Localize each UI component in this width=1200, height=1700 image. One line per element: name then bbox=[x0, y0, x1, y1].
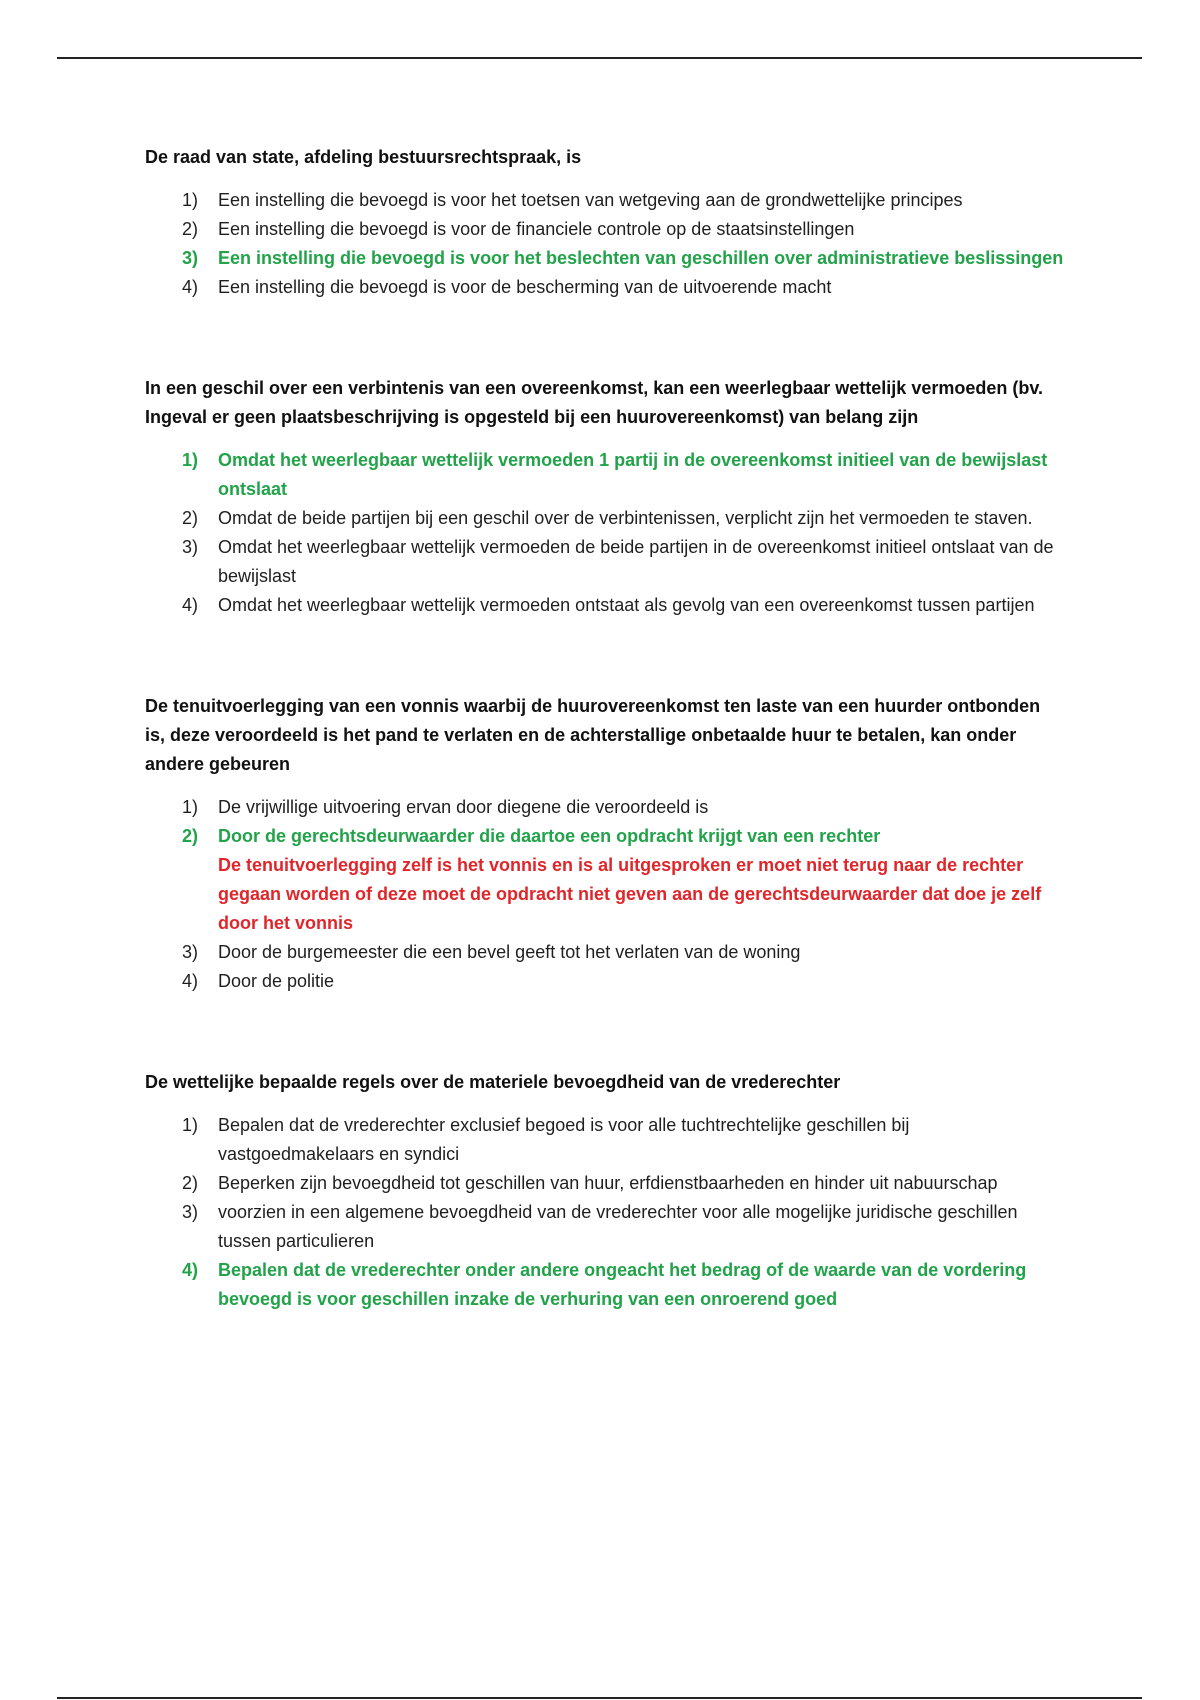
answer-number: 1) bbox=[182, 1115, 199, 1135]
answer-number: 3) bbox=[182, 248, 199, 268]
question-3-answer-4 bbox=[145, 967, 1065, 996]
question-1 bbox=[145, 143, 1065, 302]
answer-text: Omdat de beide partijen bij een geschil over de verbintenissen, verplicht zijn het vermoeden te staven. bbox=[218, 508, 1033, 528]
answer-number: 4) bbox=[182, 595, 199, 615]
question-1-answer-2 bbox=[145, 215, 1065, 244]
answer-text: Omdat het weerlegbaar wettelijk vermoeden de beide partijen in de overeenkomst initieel ontslaat van de bewijslast bbox=[218, 537, 1054, 586]
question-1-answer-3-correct bbox=[145, 244, 1065, 273]
question-4-answer-3 bbox=[145, 1198, 1065, 1256]
question-4-answer-1 bbox=[145, 1111, 1065, 1169]
bottom-rule bbox=[57, 1697, 1142, 1699]
question-1-text: De raad van state, afdeling bestuursrechtspraak, is bbox=[145, 147, 582, 167]
answer-text: De vrijwillige uitvoering ervan door diegene die veroordeeld is bbox=[218, 797, 709, 817]
answer-number: 2) bbox=[182, 826, 199, 846]
question-3-answer-3 bbox=[145, 938, 1065, 967]
answer-text: Door de burgemeester die een bevel geeft tot het verlaten van de woning bbox=[218, 942, 801, 962]
document-body bbox=[145, 143, 1065, 1314]
spacer bbox=[145, 996, 1065, 1068]
answer-number: 2) bbox=[182, 1173, 199, 1193]
answer-number: 4) bbox=[182, 277, 199, 297]
answer-text: Door de gerechtsdeurwaarder die daartoe een opdracht krijgt van een rechter bbox=[218, 826, 881, 846]
answer-text: Een instelling die bevoegd is voor het toetsen van wetgeving aan de grondwettelijke principes bbox=[218, 190, 963, 210]
answer-number: 3) bbox=[182, 537, 199, 557]
answer-text: Omdat het weerlegbaar wettelijk vermoeden ontstaat als gevolg van een overeenkomst tussen partijen bbox=[218, 595, 1035, 615]
answer-number: 3) bbox=[182, 1202, 199, 1222]
question-4 bbox=[145, 1068, 1065, 1314]
answer-annotation-note: De tenuitvoerlegging zelf is het vonnis en is al uitgesproken er moet niet terug naar de rechter gegaan worden of deze moet de opdracht niet geven aan de gerechtsdeurwaarder dat doe je zelf door het vonnis bbox=[218, 855, 1042, 933]
question-4-answer-2 bbox=[145, 1169, 1065, 1198]
answer-text: voorzien in een algemene bevoegdheid van de vrederechter voor alle mogelijke juridische geschillen tussen particulieren bbox=[218, 1202, 1018, 1251]
spacer bbox=[145, 302, 1065, 374]
question-1-answer-4 bbox=[145, 273, 1065, 302]
question-4-text: De wettelijke bepaalde regels over de materiele bevoegdheid van de vrederechter bbox=[145, 1072, 841, 1092]
answer-text: Een instelling die bevoegd is voor de financiele controle op de staatsinstellingen bbox=[218, 219, 855, 239]
answer-text: Door de politie bbox=[218, 971, 335, 991]
answer-number: 1) bbox=[182, 797, 199, 817]
question-4-answer-4-correct bbox=[145, 1256, 1065, 1314]
question-3-answers bbox=[145, 793, 1065, 996]
top-rule bbox=[57, 57, 1142, 59]
answer-number: 2) bbox=[182, 219, 199, 239]
question-1-answer-1 bbox=[145, 186, 1065, 215]
answer-text: Beperken zijn bevoegdheid tot geschillen van huur, erfdienstbaarheden en hinder uit nabuurschap bbox=[218, 1173, 998, 1193]
answer-text: Bepalen dat de vrederechter onder andere ongeacht het bedrag of de waarde van de vordering bevoegd is voor geschillen inzake de verhuring van een onroerend goed bbox=[218, 1260, 1027, 1309]
question-2-answer-1-correct bbox=[145, 446, 1065, 504]
question-3-answer-1 bbox=[145, 793, 1065, 822]
question-2-text: In een geschil over een verbintenis van een overeenkomst, kan een weerlegbaar wettelijk vermoeden (bv. Ingeval er geen plaatsbeschrijving is opgesteld bij een huurovereenkomst) van belang zijn bbox=[145, 378, 1044, 427]
question-3-text: De tenuitvoerlegging van een vonnis waarbij de huurovereenkomst ten laste van een huurder ontbonden is, deze veroordeeld is het pand te verlaten en de achterstallige onbetaalde huur te betalen, kan onder andere gebeuren bbox=[145, 696, 1041, 774]
question-2-answers bbox=[145, 446, 1065, 620]
answer-number: 3) bbox=[182, 942, 199, 962]
question-2-answer-3 bbox=[145, 533, 1065, 591]
answer-text: Omdat het weerlegbaar wettelijk vermoeden 1 partij in de overeenkomst initieel van de bewijslast ontslaat bbox=[218, 450, 1048, 499]
answer-number: 4) bbox=[182, 971, 199, 991]
question-2-answer-4 bbox=[145, 591, 1065, 620]
question-1-answers bbox=[145, 186, 1065, 302]
answer-number: 2) bbox=[182, 508, 199, 528]
answer-text: Bepalen dat de vrederechter exclusief begoed is voor alle tuchtrechtelijke geschillen bij vastgoedmakelaars en syndici bbox=[218, 1115, 910, 1164]
question-2-answer-2 bbox=[145, 504, 1065, 533]
answer-text: Een instelling die bevoegd is voor de bescherming van de uitvoerende macht bbox=[218, 277, 832, 297]
answer-number: 4) bbox=[182, 1260, 199, 1280]
question-4-answers bbox=[145, 1111, 1065, 1314]
question-3-answer-2-correct bbox=[145, 822, 1065, 938]
question-2 bbox=[145, 374, 1065, 620]
spacer bbox=[145, 620, 1065, 692]
answer-text: Een instelling die bevoegd is voor het beslechten van geschillen over administratieve beslissingen bbox=[218, 248, 1064, 268]
answer-number: 1) bbox=[182, 450, 199, 470]
question-3 bbox=[145, 692, 1065, 996]
answer-number: 1) bbox=[182, 190, 199, 210]
